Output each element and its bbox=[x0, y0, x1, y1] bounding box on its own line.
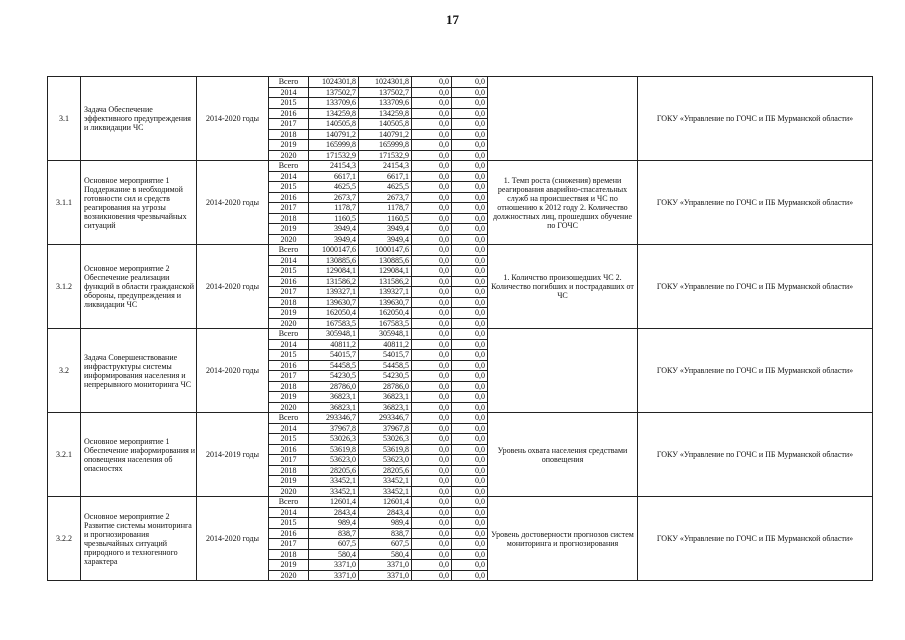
table-row bbox=[48, 329, 873, 340]
value-cell: 0,0 bbox=[452, 539, 488, 550]
year-cell: 2020 bbox=[269, 486, 309, 497]
value-cell: 0,0 bbox=[452, 182, 488, 193]
table-body bbox=[48, 77, 873, 581]
year-cell: 2014 bbox=[269, 87, 309, 98]
value-cell: 0,0 bbox=[412, 255, 452, 266]
item-executor: ГОКУ «Управление по ГОЧС и ПБ Мурманской области» bbox=[638, 329, 873, 413]
value-cell: 139630,7 bbox=[309, 297, 359, 308]
value-cell: 139327,1 bbox=[309, 287, 359, 298]
value-cell: 2673,7 bbox=[309, 192, 359, 203]
value-cell: 131586,2 bbox=[309, 276, 359, 287]
value-cell: 0,0 bbox=[412, 87, 452, 98]
value-cell: 53623,0 bbox=[309, 455, 359, 466]
value-cell: 0,0 bbox=[452, 213, 488, 224]
value-cell: 137502,7 bbox=[309, 87, 359, 98]
value-cell: 54458,5 bbox=[309, 360, 359, 371]
value-cell: 0,0 bbox=[452, 161, 488, 172]
value-cell: 0,0 bbox=[412, 381, 452, 392]
value-cell: 0,0 bbox=[412, 318, 452, 329]
value-cell: 0,0 bbox=[452, 308, 488, 319]
value-cell: 0,0 bbox=[452, 339, 488, 350]
value-cell: 0,0 bbox=[412, 129, 452, 140]
year-cell: 2020 bbox=[269, 150, 309, 161]
value-cell: 131586,2 bbox=[359, 276, 412, 287]
value-cell: 0,0 bbox=[452, 518, 488, 529]
value-cell: 0,0 bbox=[452, 203, 488, 214]
value-cell: 0,0 bbox=[412, 329, 452, 340]
year-cell: 2018 bbox=[269, 129, 309, 140]
table-row bbox=[48, 77, 873, 88]
year-cell: 2016 bbox=[269, 360, 309, 371]
value-cell: 0,0 bbox=[452, 287, 488, 298]
value-cell: 171532,9 bbox=[359, 150, 412, 161]
value-cell: 0,0 bbox=[412, 507, 452, 518]
value-cell: 134259,8 bbox=[359, 108, 412, 119]
value-cell: 24154,3 bbox=[359, 161, 412, 172]
value-cell: 0,0 bbox=[412, 182, 452, 193]
value-cell: 40811,2 bbox=[359, 339, 412, 350]
value-cell: 0,0 bbox=[452, 392, 488, 403]
value-cell: 989,4 bbox=[359, 518, 412, 529]
value-cell: 33452,1 bbox=[309, 486, 359, 497]
value-cell: 37967,8 bbox=[359, 423, 412, 434]
item-indicator: 1. Темп роста (снижения) времени реагирования аварийно-спасательных служб на происшествия и ЧС по отношению к 2012 году 2. Количество должностных лиц, прошедших обучение по ГОЧС bbox=[488, 161, 638, 245]
value-cell: 0,0 bbox=[412, 308, 452, 319]
year-cell: 2018 bbox=[269, 465, 309, 476]
value-cell: 3949,4 bbox=[359, 234, 412, 245]
value-cell: 4625,5 bbox=[359, 182, 412, 193]
value-cell: 293346,7 bbox=[309, 413, 359, 424]
value-cell: 0,0 bbox=[412, 360, 452, 371]
value-cell: 0,0 bbox=[452, 507, 488, 518]
value-cell: 0,0 bbox=[452, 444, 488, 455]
value-cell: 0,0 bbox=[412, 497, 452, 508]
value-cell: 0,0 bbox=[452, 98, 488, 109]
item-name: Задача Обеспечение эффективного предупреждения и ликвидации ЧС bbox=[81, 77, 197, 161]
year-cell: 2019 bbox=[269, 308, 309, 319]
value-cell: 580,4 bbox=[359, 549, 412, 560]
value-cell: 140505,8 bbox=[309, 119, 359, 130]
value-cell: 0,0 bbox=[412, 213, 452, 224]
item-period: 2014-2020 годы bbox=[197, 245, 269, 329]
year-cell: 2017 bbox=[269, 119, 309, 130]
year-cell: 2018 bbox=[269, 381, 309, 392]
value-cell: 0,0 bbox=[452, 171, 488, 182]
value-cell: 0,0 bbox=[412, 549, 452, 560]
year-cell: 2017 bbox=[269, 371, 309, 382]
program-table bbox=[47, 76, 873, 581]
table-row bbox=[48, 245, 873, 256]
year-cell: Всего bbox=[269, 161, 309, 172]
value-cell: 1024301,8 bbox=[309, 77, 359, 88]
year-cell: 2020 bbox=[269, 570, 309, 581]
value-cell: 0,0 bbox=[452, 350, 488, 361]
item-indicator: Уровень охвата населения средствами оповещения bbox=[488, 413, 638, 497]
value-cell: 3371,0 bbox=[359, 560, 412, 571]
item-name: Основное мероприятие 1 Обеспечение информирования и оповещения населения об опасностях bbox=[81, 413, 197, 497]
value-cell: 28205,6 bbox=[359, 465, 412, 476]
value-cell: 54015,7 bbox=[309, 350, 359, 361]
value-cell: 2673,7 bbox=[359, 192, 412, 203]
year-cell: 2015 bbox=[269, 434, 309, 445]
value-cell: 0,0 bbox=[452, 486, 488, 497]
value-cell: 0,0 bbox=[412, 560, 452, 571]
value-cell: 1178,7 bbox=[359, 203, 412, 214]
value-cell: 0,0 bbox=[452, 423, 488, 434]
value-cell: 140505,8 bbox=[359, 119, 412, 130]
year-cell: 2019 bbox=[269, 392, 309, 403]
value-cell: 1178,7 bbox=[309, 203, 359, 214]
value-cell: 0,0 bbox=[452, 402, 488, 413]
page-number: 17 bbox=[446, 12, 459, 27]
value-cell: 607,5 bbox=[359, 539, 412, 550]
value-cell: 0,0 bbox=[452, 371, 488, 382]
year-cell: 2020 bbox=[269, 318, 309, 329]
value-cell: 838,7 bbox=[359, 528, 412, 539]
value-cell: 0,0 bbox=[452, 455, 488, 466]
year-cell: Всего bbox=[269, 497, 309, 508]
item-number: 3.1.1 bbox=[48, 161, 81, 245]
value-cell: 0,0 bbox=[412, 434, 452, 445]
value-cell: 0,0 bbox=[412, 371, 452, 382]
value-cell: 33452,1 bbox=[359, 476, 412, 487]
value-cell: 0,0 bbox=[452, 276, 488, 287]
year-cell: 2017 bbox=[269, 539, 309, 550]
value-cell: 989,4 bbox=[309, 518, 359, 529]
item-executor: ГОКУ «Управление по ГОЧС и ПБ Мурманской области» bbox=[638, 161, 873, 245]
year-cell: 2016 bbox=[269, 528, 309, 539]
value-cell: 0,0 bbox=[412, 276, 452, 287]
value-cell: 137502,7 bbox=[359, 87, 412, 98]
value-cell: 0,0 bbox=[412, 140, 452, 151]
value-cell: 129084,1 bbox=[309, 266, 359, 277]
value-cell: 0,0 bbox=[412, 192, 452, 203]
item-name: Основное мероприятие 2 Развитие системы мониторинга и прогнозирования чрезвычайных ситуаций природного и техногенного характера bbox=[81, 497, 197, 581]
value-cell: 2843,4 bbox=[359, 507, 412, 518]
value-cell: 0,0 bbox=[412, 234, 452, 245]
year-cell: Всего bbox=[269, 413, 309, 424]
value-cell: 0,0 bbox=[412, 119, 452, 130]
year-cell: 2019 bbox=[269, 476, 309, 487]
value-cell: 0,0 bbox=[412, 98, 452, 109]
value-cell: 167583,5 bbox=[359, 318, 412, 329]
value-cell: 0,0 bbox=[452, 192, 488, 203]
value-cell: 165999,8 bbox=[309, 140, 359, 151]
table-row bbox=[48, 497, 873, 508]
year-cell: Всего bbox=[269, 329, 309, 340]
item-indicator: Уровень достоверности прогнозов систем мониторинга и прогнозирования bbox=[488, 497, 638, 581]
value-cell: 0,0 bbox=[452, 549, 488, 560]
value-cell: 28205,6 bbox=[309, 465, 359, 476]
year-cell: 2017 bbox=[269, 203, 309, 214]
value-cell: 3949,4 bbox=[309, 224, 359, 235]
value-cell: 4625,5 bbox=[309, 182, 359, 193]
value-cell: 53026,3 bbox=[359, 434, 412, 445]
item-indicator: 1. Количство произошедших ЧС 2. Количество погибших и пострадавших от ЧС bbox=[488, 245, 638, 329]
year-cell: 2018 bbox=[269, 297, 309, 308]
year-cell: 2020 bbox=[269, 234, 309, 245]
value-cell: 134259,8 bbox=[309, 108, 359, 119]
table-row bbox=[48, 161, 873, 172]
item-executor: ГОКУ «Управление по ГОЧС и ПБ Мурманской области» bbox=[638, 413, 873, 497]
value-cell: 54458,5 bbox=[359, 360, 412, 371]
item-name: Основное мероприятие 1 Поддержание в необходимой готовности сил и средств реагирования на угрозы возникновения чрезвычайных ситуаций bbox=[81, 161, 197, 245]
value-cell: 36823,1 bbox=[309, 402, 359, 413]
value-cell: 0,0 bbox=[412, 266, 452, 277]
item-number: 3.2.2 bbox=[48, 497, 81, 581]
value-cell: 0,0 bbox=[412, 402, 452, 413]
value-cell: 53619,8 bbox=[309, 444, 359, 455]
value-cell: 0,0 bbox=[452, 360, 488, 371]
item-indicator bbox=[488, 77, 638, 161]
value-cell: 580,4 bbox=[309, 549, 359, 560]
value-cell: 0,0 bbox=[452, 476, 488, 487]
value-cell: 0,0 bbox=[412, 150, 452, 161]
value-cell: 33452,1 bbox=[309, 476, 359, 487]
value-cell: 0,0 bbox=[452, 245, 488, 256]
value-cell: 0,0 bbox=[452, 266, 488, 277]
value-cell: 0,0 bbox=[412, 287, 452, 298]
value-cell: 0,0 bbox=[412, 108, 452, 119]
value-cell: 139630,7 bbox=[359, 297, 412, 308]
value-cell: 0,0 bbox=[452, 140, 488, 151]
value-cell: 130885,6 bbox=[309, 255, 359, 266]
year-cell: 2018 bbox=[269, 213, 309, 224]
value-cell: 0,0 bbox=[412, 455, 452, 466]
value-cell: 0,0 bbox=[452, 119, 488, 130]
year-cell: Всего bbox=[269, 245, 309, 256]
year-cell: 2020 bbox=[269, 402, 309, 413]
year-cell: 2014 bbox=[269, 255, 309, 266]
value-cell: 0,0 bbox=[452, 297, 488, 308]
value-cell: 2843,4 bbox=[309, 507, 359, 518]
year-cell: 2015 bbox=[269, 350, 309, 361]
value-cell: 6617,1 bbox=[359, 171, 412, 182]
value-cell: 0,0 bbox=[412, 339, 452, 350]
value-cell: 3371,0 bbox=[309, 560, 359, 571]
item-period: 2014-2020 годы bbox=[197, 329, 269, 413]
value-cell: 1160,5 bbox=[309, 213, 359, 224]
value-cell: 53623,0 bbox=[359, 455, 412, 466]
value-cell: 54230,5 bbox=[359, 371, 412, 382]
year-cell: 2014 bbox=[269, 339, 309, 350]
value-cell: 37967,8 bbox=[309, 423, 359, 434]
value-cell: 130885,6 bbox=[359, 255, 412, 266]
item-number: 3.2.1 bbox=[48, 413, 81, 497]
value-cell: 36823,1 bbox=[359, 402, 412, 413]
value-cell: 0,0 bbox=[452, 224, 488, 235]
item-name: Задача Совершенствование инфраструктуры системы информирования населения и непрерывного мониторинга ЧС bbox=[81, 329, 197, 413]
value-cell: 0,0 bbox=[412, 476, 452, 487]
year-cell: 2014 bbox=[269, 171, 309, 182]
item-period: 2014-2020 годы bbox=[197, 161, 269, 245]
value-cell: 3371,0 bbox=[309, 570, 359, 581]
value-cell: 54015,7 bbox=[359, 350, 412, 361]
value-cell: 1000147,6 bbox=[359, 245, 412, 256]
value-cell: 0,0 bbox=[452, 234, 488, 245]
year-cell: 2019 bbox=[269, 140, 309, 151]
value-cell: 0,0 bbox=[412, 444, 452, 455]
item-number: 3.1.2 bbox=[48, 245, 81, 329]
year-cell: 2015 bbox=[269, 98, 309, 109]
value-cell: 3949,4 bbox=[309, 234, 359, 245]
value-cell: 0,0 bbox=[452, 87, 488, 98]
value-cell: 162050,4 bbox=[359, 308, 412, 319]
value-cell: 0,0 bbox=[412, 413, 452, 424]
year-cell: 2019 bbox=[269, 224, 309, 235]
year-cell: 2016 bbox=[269, 108, 309, 119]
value-cell: 0,0 bbox=[412, 392, 452, 403]
value-cell: 162050,4 bbox=[309, 308, 359, 319]
value-cell: 40811,2 bbox=[309, 339, 359, 350]
value-cell: 0,0 bbox=[412, 350, 452, 361]
value-cell: 1160,5 bbox=[359, 213, 412, 224]
value-cell: 36823,1 bbox=[359, 392, 412, 403]
value-cell: 28786,0 bbox=[309, 381, 359, 392]
value-cell: 0,0 bbox=[412, 570, 452, 581]
year-cell: 2016 bbox=[269, 444, 309, 455]
value-cell: 607,5 bbox=[309, 539, 359, 550]
year-cell: 2015 bbox=[269, 518, 309, 529]
value-cell: 0,0 bbox=[452, 318, 488, 329]
value-cell: 0,0 bbox=[412, 203, 452, 214]
value-cell: 0,0 bbox=[452, 255, 488, 266]
value-cell: 0,0 bbox=[452, 434, 488, 445]
value-cell: 0,0 bbox=[452, 560, 488, 571]
value-cell: 0,0 bbox=[412, 539, 452, 550]
value-cell: 36823,1 bbox=[309, 392, 359, 403]
value-cell: 0,0 bbox=[412, 423, 452, 434]
value-cell: 838,7 bbox=[309, 528, 359, 539]
item-period: 2014-2020 годы bbox=[197, 497, 269, 581]
item-period: 2014-2020 годы bbox=[197, 77, 269, 161]
year-cell: 2016 bbox=[269, 192, 309, 203]
year-cell: Всего bbox=[269, 77, 309, 88]
value-cell: 12601,4 bbox=[359, 497, 412, 508]
value-cell: 1024301,8 bbox=[359, 77, 412, 88]
value-cell: 53026,3 bbox=[309, 434, 359, 445]
value-cell: 129084,1 bbox=[359, 266, 412, 277]
value-cell: 0,0 bbox=[452, 381, 488, 392]
item-executor: ГОКУ «Управление по ГОЧС и ПБ Мурманской области» bbox=[638, 77, 873, 161]
value-cell: 0,0 bbox=[412, 77, 452, 88]
value-cell: 0,0 bbox=[412, 161, 452, 172]
value-cell: 0,0 bbox=[412, 297, 452, 308]
value-cell: 12601,4 bbox=[309, 497, 359, 508]
value-cell: 167583,5 bbox=[309, 318, 359, 329]
value-cell: 139327,1 bbox=[359, 287, 412, 298]
value-cell: 0,0 bbox=[452, 108, 488, 119]
value-cell: 133709,6 bbox=[309, 98, 359, 109]
value-cell: 0,0 bbox=[452, 413, 488, 424]
value-cell: 305948,1 bbox=[359, 329, 412, 340]
item-name: Основное мероприятие 2 Обеспечение реализации функций в области гражданской обороны, предупреждения и ликвидации ЧС bbox=[81, 245, 197, 329]
value-cell: 133709,6 bbox=[359, 98, 412, 109]
value-cell: 0,0 bbox=[412, 465, 452, 476]
value-cell: 0,0 bbox=[452, 528, 488, 539]
year-cell: 2014 bbox=[269, 423, 309, 434]
year-cell: 2017 bbox=[269, 455, 309, 466]
value-cell: 0,0 bbox=[452, 497, 488, 508]
value-cell: 0,0 bbox=[412, 528, 452, 539]
value-cell: 293346,7 bbox=[359, 413, 412, 424]
value-cell: 140791,2 bbox=[309, 129, 359, 140]
value-cell: 0,0 bbox=[452, 129, 488, 140]
year-cell: 2018 bbox=[269, 549, 309, 560]
item-executor: ГОКУ «Управление по ГОЧС и ПБ Мурманской области» bbox=[638, 245, 873, 329]
year-cell: 2015 bbox=[269, 182, 309, 193]
value-cell: 171532,9 bbox=[309, 150, 359, 161]
value-cell: 54230,5 bbox=[309, 371, 359, 382]
value-cell: 28786,0 bbox=[359, 381, 412, 392]
value-cell: 0,0 bbox=[412, 518, 452, 529]
value-cell: 0,0 bbox=[452, 150, 488, 161]
value-cell: 53619,8 bbox=[359, 444, 412, 455]
value-cell: 0,0 bbox=[412, 224, 452, 235]
value-cell: 0,0 bbox=[452, 465, 488, 476]
year-cell: 2016 bbox=[269, 276, 309, 287]
value-cell: 24154,3 bbox=[309, 161, 359, 172]
value-cell: 165999,8 bbox=[359, 140, 412, 151]
item-executor: ГОКУ «Управление по ГОЧС и ПБ Мурманской области» bbox=[638, 497, 873, 581]
value-cell: 0,0 bbox=[412, 486, 452, 497]
year-cell: 2019 bbox=[269, 560, 309, 571]
year-cell: 2014 bbox=[269, 507, 309, 518]
value-cell: 0,0 bbox=[452, 570, 488, 581]
value-cell: 305948,1 bbox=[309, 329, 359, 340]
value-cell: 0,0 bbox=[412, 245, 452, 256]
item-period: 2014-2019 годы bbox=[197, 413, 269, 497]
item-indicator bbox=[488, 329, 638, 413]
year-cell: 2015 bbox=[269, 266, 309, 277]
value-cell: 0,0 bbox=[412, 171, 452, 182]
item-number: 3.2 bbox=[48, 329, 81, 413]
value-cell: 3949,4 bbox=[359, 224, 412, 235]
value-cell: 1000147,6 bbox=[309, 245, 359, 256]
value-cell: 33452,1 bbox=[359, 486, 412, 497]
value-cell: 0,0 bbox=[452, 329, 488, 340]
table-row bbox=[48, 413, 873, 424]
item-number: 3.1 bbox=[48, 77, 81, 161]
value-cell: 140791,2 bbox=[359, 129, 412, 140]
value-cell: 0,0 bbox=[452, 77, 488, 88]
value-cell: 3371,0 bbox=[359, 570, 412, 581]
year-cell: 2017 bbox=[269, 287, 309, 298]
value-cell: 6617,1 bbox=[309, 171, 359, 182]
